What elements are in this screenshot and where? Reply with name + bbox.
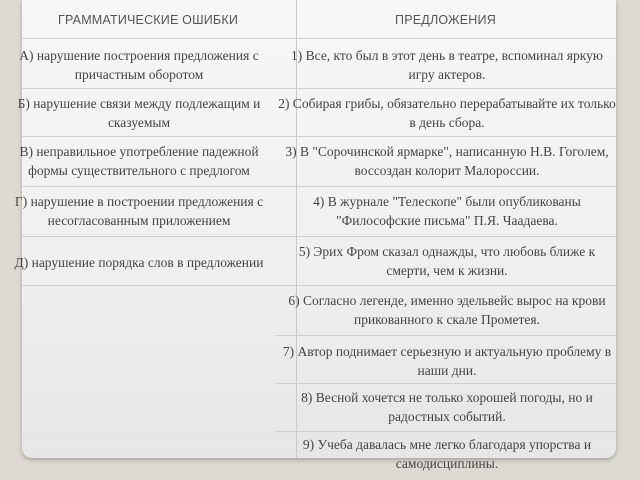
sentence-item-2: 2) Собирая грибы, обязательно перерабатывайте их только в день сбора. bbox=[278, 96, 616, 130]
row-separator bbox=[22, 285, 616, 286]
row-separator bbox=[275, 431, 616, 432]
sentence-item-9: 9) Учеба давалась мне легко благодаря упорства и самодисциплины. bbox=[302, 437, 592, 471]
sentence-item-8: 8) Весной хочется не только хорошей погоды, но и радостных событий. bbox=[301, 390, 593, 424]
row-separator bbox=[22, 88, 616, 89]
header-errors: ГРАММАТИЧЕСКИЕ ОШИБКИ bbox=[57, 12, 239, 27]
error-item-g: Г) нарушение в построении предложения с несогласованным приложением bbox=[14, 194, 264, 228]
row-separator bbox=[22, 186, 616, 187]
error-item-a: А) нарушение построения предложения с причастным оборотом bbox=[19, 48, 259, 82]
header-sentences: ПРЕДЛОЖЕНИЯ bbox=[395, 12, 496, 27]
sentence-item-1: 1) Все, кто был в этот день в театре, вспоминал яркую игру актеров. bbox=[291, 48, 603, 82]
error-item-v: В) неправильное употребление падежной формы существительного с предлогом bbox=[19, 144, 259, 178]
error-item-b: Б) нарушение связи между подлежащим и сказуемым bbox=[17, 96, 261, 130]
sentence-item-7: 7) Автор поднимает серьезную и актуальную проблему в наши дни. bbox=[282, 344, 612, 378]
sentence-item-3: 3) В "Сорочинской ярмарке", написанную Н.В. Гоголем, воссоздан колорит Малороссии. bbox=[285, 144, 609, 178]
sentence-item-4: 4) В журнале "Телескопе" были опубликованы "Философские письма" П.Я. Чаадаева. bbox=[313, 194, 581, 228]
row-separator bbox=[22, 38, 616, 39]
row-separator bbox=[275, 335, 616, 336]
row-separator bbox=[22, 136, 616, 137]
row-separator bbox=[275, 383, 616, 384]
error-item-d: Д) нарушение порядка слов в предложении bbox=[14, 254, 264, 270]
sentence-item-6: 6) Согласно легенде, именно эдельвейс вырос на крови прикованного к скале Прометея. bbox=[288, 293, 606, 327]
sentence-item-5: 5) Эрих Фром сказал однажды, что любовь ближе к смерти, чем к жизни. bbox=[298, 244, 596, 278]
row-separator bbox=[22, 236, 616, 237]
